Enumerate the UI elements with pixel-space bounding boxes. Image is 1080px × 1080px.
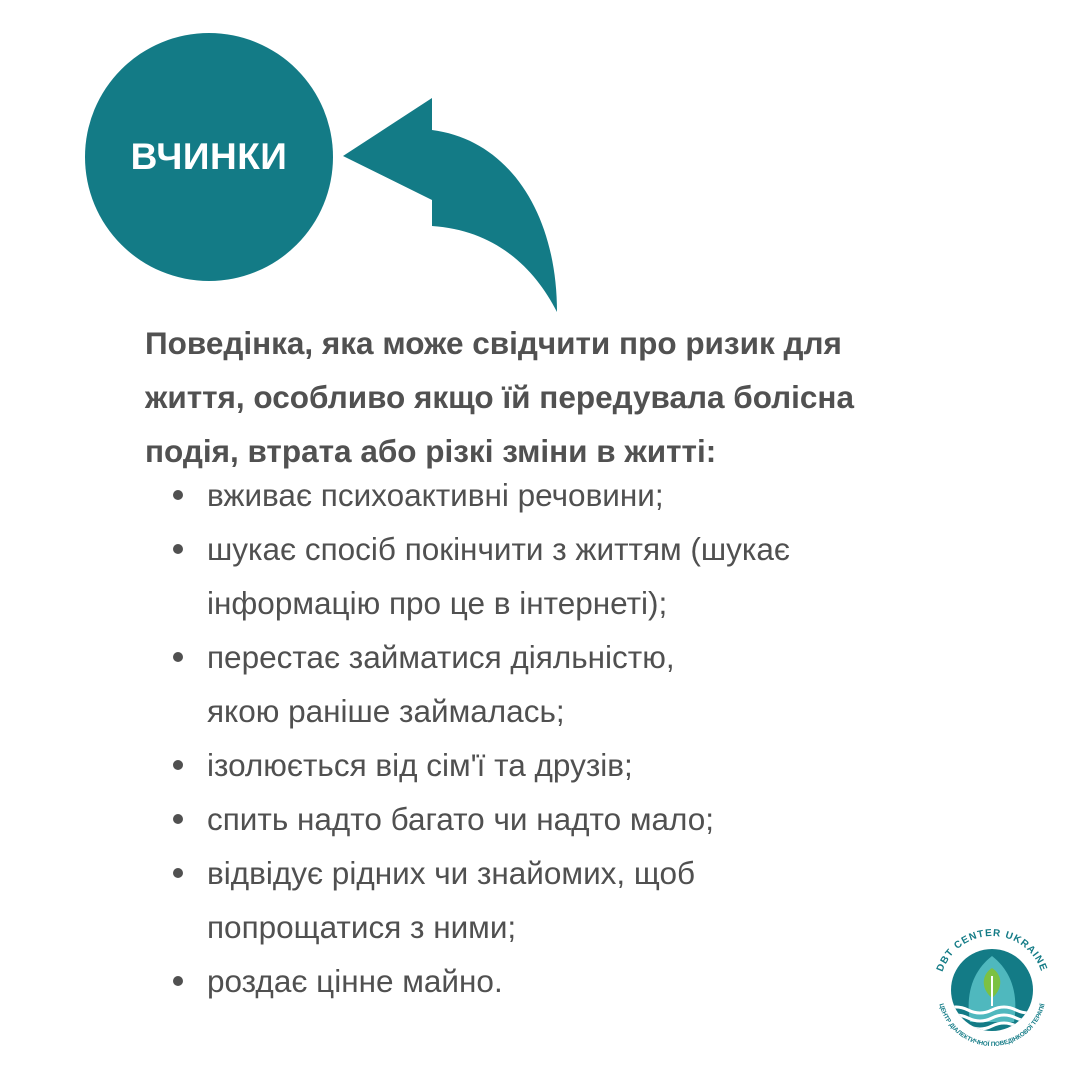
list-item-text: попрощатися з ними; (207, 909, 517, 945)
list-item (170, 792, 970, 846)
dbt-center-ukraine-logo (924, 918, 1060, 1058)
bullet-icon (173, 490, 183, 500)
list-item (170, 954, 970, 1008)
circle-title: ВЧИНКИ (130, 136, 288, 177)
list-item-text: перестає займатися діяльністю, (207, 639, 675, 675)
bullet-icon (173, 814, 183, 824)
bullet-icon (173, 760, 183, 770)
list-item-text: роздає цінне майно. (207, 963, 503, 999)
bullet-icon (173, 976, 183, 986)
title-circle (85, 33, 333, 281)
list-item (170, 522, 970, 630)
bullet-icon (173, 544, 183, 554)
intro-line: подія, втрата або різкі зміни в житті: (145, 433, 717, 469)
list-item-text: ізолюється від сім'ї та друзів; (207, 747, 633, 783)
list-item-text: відвідує рідних чи знайомих, щоб (207, 855, 696, 891)
behavior-list (170, 468, 970, 1008)
list-item-text: шукає спосіб покінчити з життям (шукає (207, 531, 790, 567)
list-item (170, 846, 970, 954)
list-item-text: якою раніше займалась; (207, 693, 565, 729)
list-item (170, 738, 970, 792)
curved-arrow-left-icon (335, 90, 570, 320)
list-item-text: вживає психоактивні речовини; (207, 477, 664, 513)
list-item (170, 630, 970, 738)
intro-line: Поведінка, яка може свідчити про ризик для (145, 325, 842, 361)
intro-text (145, 316, 965, 478)
list-item (170, 468, 970, 522)
list-item-text: інформацію про це в інтернеті); (207, 585, 668, 621)
bullet-icon (173, 868, 183, 878)
intro-line: життя, особливо якщо їй передувала болісна (145, 379, 854, 415)
bullet-icon (173, 652, 183, 662)
logo-bottom-text: ЦЕНТР ДІАЛЕКТИЧНОЇ ПОВЕДІНКОВОЇ ТЕРАПІЇ (937, 1002, 1047, 1049)
logo-top-text: DBT CENTER UKRAINE (934, 927, 1050, 974)
list-item-text: спить надто багато чи надто мало; (207, 801, 715, 837)
